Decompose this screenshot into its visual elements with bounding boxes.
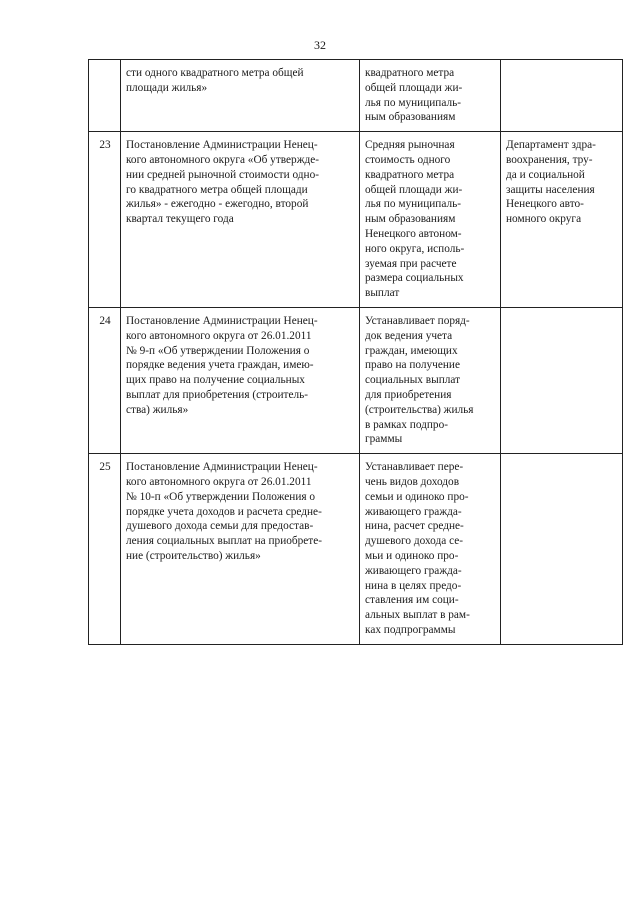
page-number: 32 xyxy=(314,38,326,52)
row-number-cell xyxy=(89,454,121,645)
row-number-cell xyxy=(89,60,121,132)
description-cell xyxy=(360,454,501,645)
legal-acts-table xyxy=(88,59,623,645)
document-description: квадратного метра общей площади жи- лья по муниципаль- ным образованиям xyxy=(365,67,463,124)
document-cell xyxy=(121,132,360,308)
table-row xyxy=(89,307,623,453)
document-title: Постановление Администрации Ненец- кого автономного округа «Об утвержде- нии средней рыночной стоимости одно- го квадратного метра общей площади жилья» - ежегодно - ежегодно, второй квартал текущего года xyxy=(126,139,320,226)
responsible-cell xyxy=(501,60,623,132)
document-description: Устанавливает поряд- док ведения учета граждан, имеющих право на получение социальных выплат для приобретения (строительства) жилья в рамках подпро- граммы xyxy=(365,314,474,446)
document-description: Устанавливает пере- чень видов доходов семьи и одиноко про- живающего гражда- нина, расчет средне- душевого дохода се- мьи и одиноко про- живающего гражда- нина в целях предо- ставления им соци- альных выплат в рам- ках подпрограммы xyxy=(365,461,470,636)
row-number: 24 xyxy=(99,314,111,327)
description-cell xyxy=(360,132,501,308)
document-cell xyxy=(121,307,360,453)
responsible-cell xyxy=(501,454,623,645)
description-cell xyxy=(360,60,501,132)
document-description: Средняя рыночная стоимость одного квадратного метра общей площади жи- лья по муниципаль- ным образованиям Ненецкого автоном- ного округа, исполь- зуемая при расчете размера социальных выплат xyxy=(365,139,465,300)
document-title: Постановление Администрации Ненец- кого автономного округа от 26.01.2011 № 9-п «Об утверждении Положения о порядке ведения учета граждан, имею- щих право на получение социальных выплат для приобретения (строитель- ства) жилья» xyxy=(126,314,318,416)
document-title: сти одного квадратного метра общей площади жилья» xyxy=(126,67,304,94)
description-cell xyxy=(360,307,501,453)
responsible-cell xyxy=(501,132,623,308)
responsible-body: Департамент здра- воохранения, тру- да и социальной защиты населения Ненецкого авто- номного округа xyxy=(506,139,596,226)
table-row xyxy=(89,454,623,645)
table-row xyxy=(89,60,623,132)
document-cell xyxy=(121,454,360,645)
responsible-cell xyxy=(501,307,623,453)
document-title: Постановление Администрации Ненец- кого автономного округа от 26.01.2011 № 10-п «Об утверждении Положения о порядке учета доходов и расчета средне- душевого дохода семьи для предостав- ления социальных выплат на приобрете- ние (строительство) жилья» xyxy=(126,461,323,562)
table-row xyxy=(89,132,623,308)
row-number: 25 xyxy=(99,461,111,474)
row-number: 23 xyxy=(99,139,111,152)
row-number-cell xyxy=(89,307,121,453)
row-number-cell xyxy=(89,132,121,308)
document-cell xyxy=(121,60,360,132)
